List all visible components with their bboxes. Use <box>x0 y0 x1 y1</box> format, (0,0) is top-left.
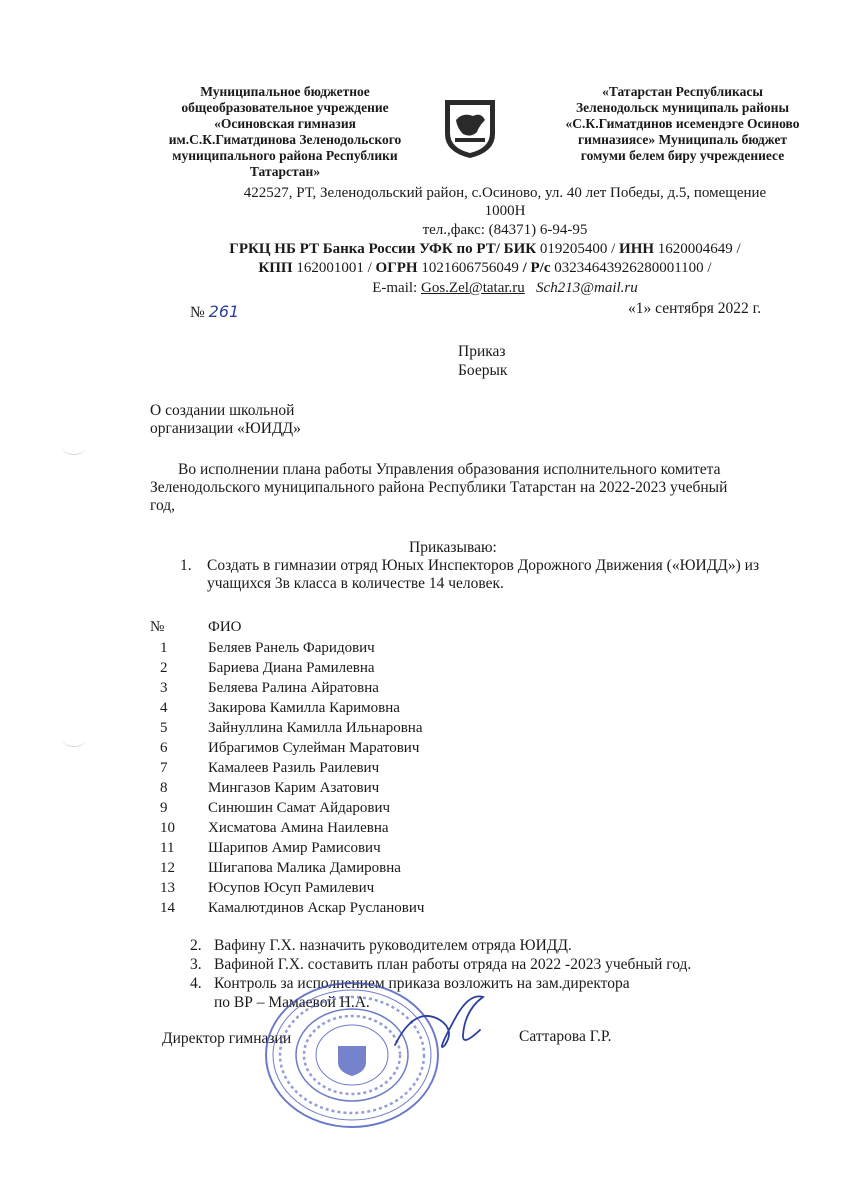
header-right-org-name <box>540 84 825 164</box>
preamble-line: Зеленодольского муниципального района Республики Татарстан на 2022-2023 учебный <box>150 479 728 496</box>
bank-name: ГРКЦ НБ РТ Банка России УФК по РТ/ БИК <box>229 241 537 257</box>
student-number: 3 <box>160 680 168 696</box>
header-left-line: общеобразовательное учреждение <box>181 100 389 115</box>
inn-value: 1620004649 / <box>654 241 741 257</box>
preamble-line: Во исполнении плана работы Управления образования исполнительного комитета <box>178 461 721 478</box>
ogrn-value: 1021606756049 <box>417 260 523 276</box>
header-left-line: Татарстан» <box>249 164 321 179</box>
student-name: Юсупов Юсуп Рамилевич <box>208 880 375 896</box>
order-subject <box>150 402 301 438</box>
order-title-tatar: Боерык <box>458 362 508 379</box>
list-header-num: № <box>150 619 165 635</box>
kpp-value: 162001001 / <box>292 260 376 276</box>
student-number: 12 <box>160 860 175 876</box>
kpp-label: КПП <box>258 260 293 276</box>
header-right-line: гомуми белем биру учреждениесе <box>580 148 785 163</box>
item-number: 4. <box>190 975 202 992</box>
student-number: 8 <box>160 780 168 796</box>
signature-name: Саттарова Г.Р. <box>519 1028 612 1045</box>
item-text: Вафиной Г.Х. составить план работы отряда на 2022 -2023 учебный год. <box>214 956 692 973</box>
preamble-line: год, <box>150 497 176 514</box>
coat-of-arms-icon <box>441 98 499 160</box>
student-name: Синюшин Самат Айдарович <box>208 800 391 816</box>
punch-hole-mark <box>62 440 86 455</box>
email-link-2[interactable]: Sch213@mail.ru <box>536 280 638 296</box>
signature-role: Директор гимназии <box>162 1030 292 1047</box>
subject-line: О создании школьной <box>150 402 295 419</box>
student-name: Камалеев Разиль Раилевич <box>208 760 380 776</box>
student-name: Беляев Ранель Фаридович <box>208 640 375 656</box>
student-number: 13 <box>160 880 175 896</box>
order-date: «1» сентября 2022 г. <box>628 300 762 317</box>
address-line: 422527, РТ, Зеленодольский район, с.Осиново, ул. 40 лет Победы, д.5, помещение <box>243 185 767 201</box>
item-number: 2. <box>190 937 202 954</box>
header-right-line: гимназиясе» Муниципаль бюджет <box>578 132 787 147</box>
student-number: 5 <box>160 720 168 736</box>
header-left-line: им.С.К.Гиматдинова Зеленодольского <box>168 132 402 147</box>
header-left-line: «Осиновская гимназия <box>214 116 356 131</box>
student-name: Бариева Диана Рамилевна <box>208 660 375 676</box>
header-right-line: «С.К.Гиматдинов исемендэге Осиново <box>565 116 800 131</box>
student-name: Ибрагимов Сулейман Маратович <box>208 740 420 756</box>
item-number: 1. <box>180 557 192 574</box>
subject-line: организации «ЮИДД» <box>150 420 301 437</box>
student-name: Шарипов Амир Рамисович <box>208 840 381 856</box>
header-right-line: «Татарстан Республикасы <box>602 84 763 99</box>
student-name: Хисматова Амина Наилевна <box>208 820 389 836</box>
inn-label: ИНН <box>619 241 655 257</box>
header-left-line: Муниципальное бюджетное <box>200 84 370 99</box>
decree-word: Приказываю: <box>409 539 497 556</box>
address-line-2: 1000Н <box>484 203 526 219</box>
order-number-label: № <box>190 304 205 321</box>
student-number: 7 <box>160 760 168 776</box>
item-4-continuation: по ВР – Мамаевой Н.А. <box>214 994 370 1011</box>
student-name: Камалютдинов Аскар Русланович <box>208 900 425 916</box>
item-text: Вафину Г.Х. назначить руководителем отряда ЮИДД. <box>214 937 572 954</box>
item-1 <box>207 557 827 593</box>
student-number: 9 <box>160 800 168 816</box>
registry-details-line <box>150 259 820 277</box>
order-title: Приказ <box>458 343 506 360</box>
punch-hole-mark <box>62 732 86 747</box>
bik-value: 019205400 / <box>536 241 620 257</box>
student-number: 10 <box>160 820 175 836</box>
student-name: Закирова Камилла Каримовна <box>208 700 400 716</box>
item-1-line: учащихся 3в класса в количестве 14 человек. <box>207 575 504 592</box>
email-link[interactable]: Gos.Zel@tatar.ru <box>420 280 525 296</box>
preamble <box>150 461 820 515</box>
item-text: Контроль за исполнением приказа возложить на зам.директора <box>214 975 630 992</box>
handwritten-signature-icon <box>385 985 495 1065</box>
rs-value: 03234643926280001100 / <box>550 260 712 276</box>
bank-details-line <box>150 240 820 258</box>
item-number: 3. <box>190 956 202 973</box>
header-left-line: муниципального района Республики <box>172 148 398 163</box>
student-name: Мингазов Карим Азатович <box>208 780 380 796</box>
list-header-name: ФИО <box>208 619 242 635</box>
ogrn-label: ОГРН <box>375 260 418 276</box>
student-number: 4 <box>160 700 168 716</box>
student-name: Беляева Ралина Айратовна <box>208 680 379 696</box>
student-name: Шигапова Малика Дамировна <box>208 860 401 876</box>
email-line <box>190 279 820 297</box>
email-label: E-mail: <box>372 280 421 296</box>
item-1-line: Создать в гимназии отряд Юных Инспекторов Дорожного Движения («ЮИДД») из <box>207 557 760 574</box>
student-number: 1 <box>160 640 168 656</box>
header-left-org-name <box>150 84 420 180</box>
student-number: 11 <box>160 840 175 856</box>
student-number: 2 <box>160 660 168 676</box>
rs-label: / Р/с <box>522 260 551 276</box>
student-number: 14 <box>160 900 175 916</box>
order-number <box>190 303 239 322</box>
header-right-line: Зеленодольск муниципаль районы <box>576 100 789 115</box>
student-name: Зайнуллина Камилла Ильнаровна <box>208 720 423 736</box>
order-number-handwritten: 261 <box>208 302 240 321</box>
phone-line: тел.,факс: (84371) 6-94-95 <box>422 222 588 238</box>
student-number: 6 <box>160 740 168 756</box>
